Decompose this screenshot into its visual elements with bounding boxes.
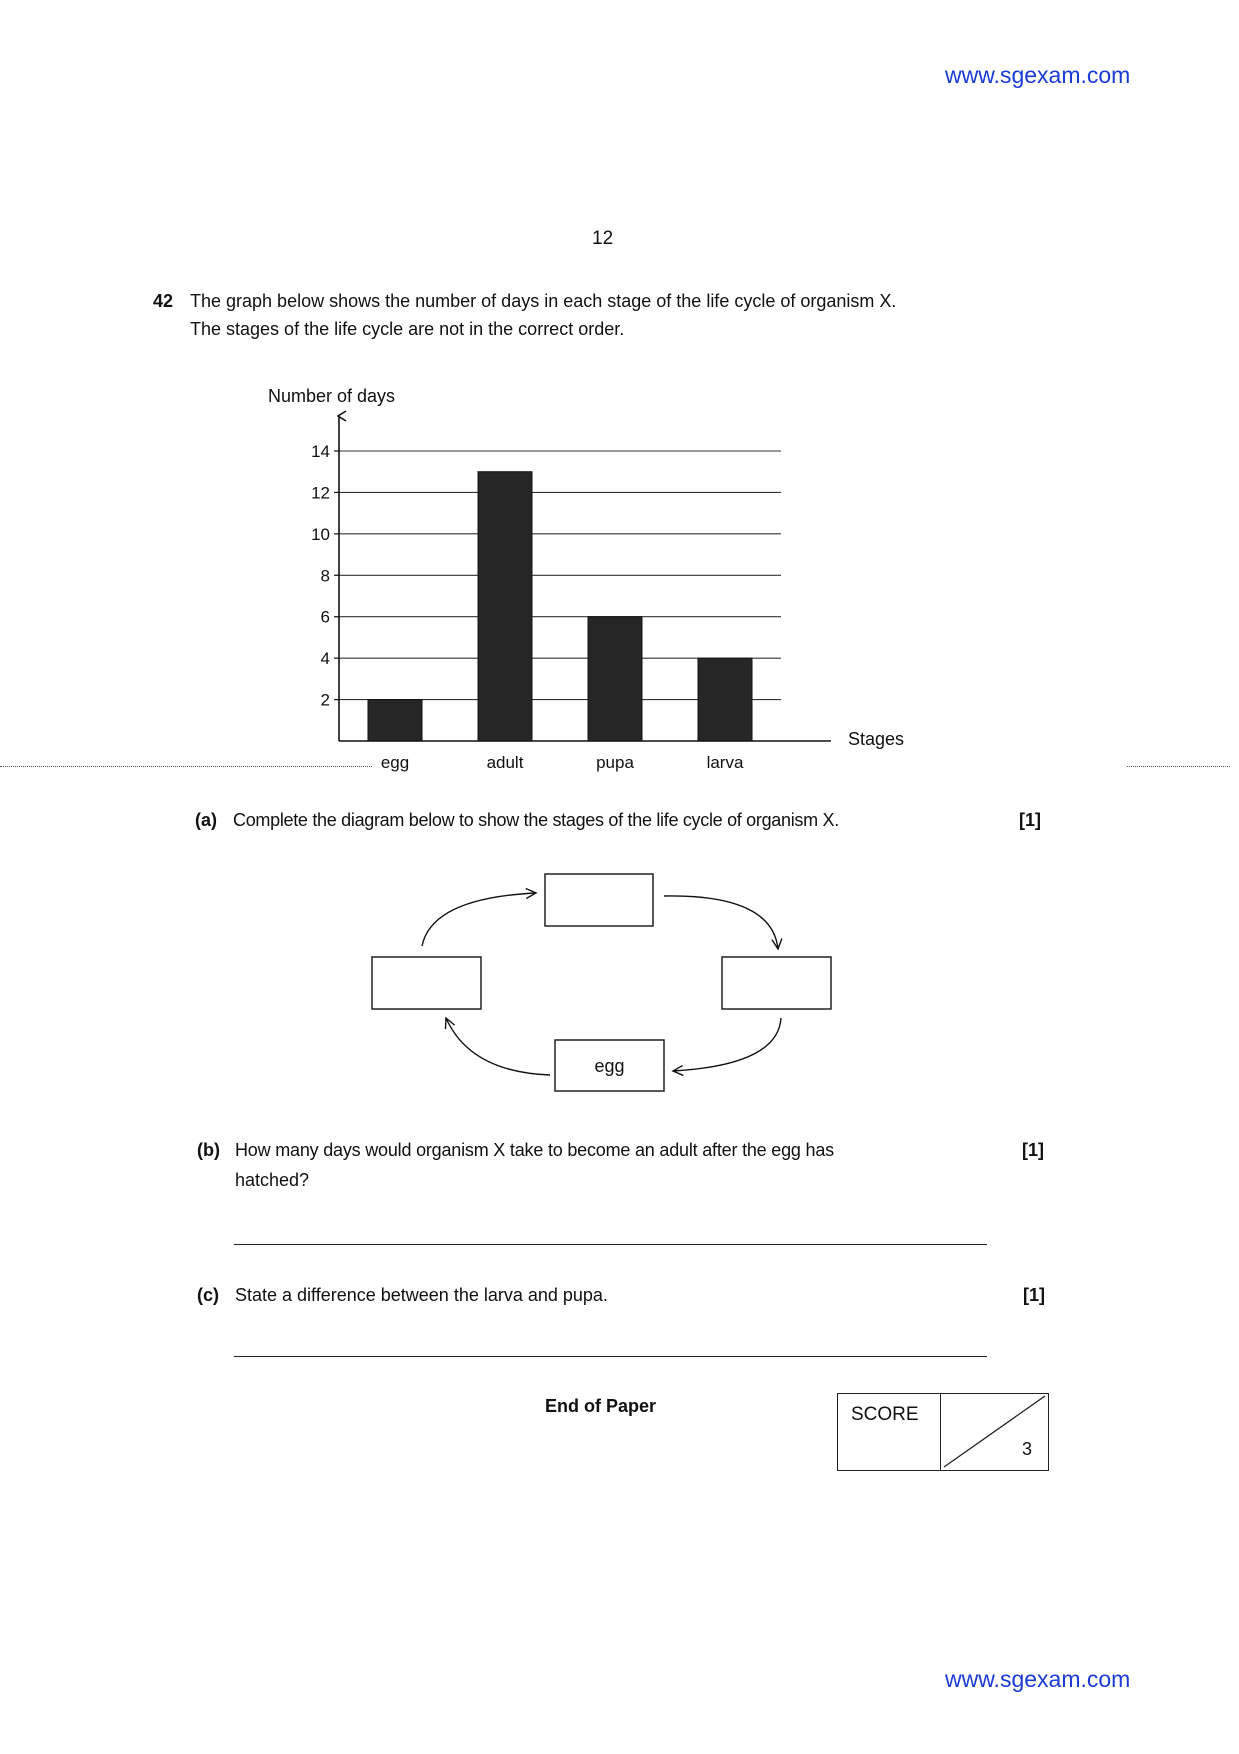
bar-egg	[368, 700, 422, 741]
y-tick-label: 6	[320, 607, 330, 627]
x-category-label: larva	[706, 753, 744, 772]
header-website: www.sgexam.com	[945, 62, 1131, 88]
part-c-marks: [1]	[1023, 1285, 1045, 1305]
scan-dotted-line-left	[0, 766, 372, 767]
y-axis-title: Number of days	[268, 386, 396, 406]
part-b-marks: [1]	[1022, 1140, 1044, 1160]
cycle-arrow-left-to-top	[422, 893, 536, 946]
part-b-answer-line	[234, 1244, 987, 1245]
cycle-box-right	[722, 957, 831, 1009]
cycle-box-bottom-label: egg	[594, 1056, 625, 1076]
part-c-answer-line	[234, 1356, 987, 1357]
bar-adult	[478, 472, 532, 741]
part-a-marks: [1]	[1019, 810, 1041, 830]
x-category-label: pupa	[596, 753, 634, 772]
part-b-text-line-2: hatched?	[235, 1170, 310, 1190]
cycle-arrow-bottom-to-left	[446, 1018, 550, 1075]
footer-website: www.sgexam.com	[945, 1666, 1131, 1692]
question-intro-line-2: The stages of the life cycle are not in the correct order.	[190, 319, 625, 339]
y-tick-label: 14	[311, 442, 330, 461]
y-tick-label: 2	[320, 690, 330, 710]
part-a-text: Complete the diagram below to show the stages of the life cycle of organism X.	[233, 810, 839, 830]
page-number: 12	[592, 228, 614, 249]
end-of-paper: End of Paper	[545, 1396, 657, 1416]
cycle-arrow-top-to-right	[664, 896, 778, 949]
bar-larva	[698, 658, 752, 741]
y-tick-label: 8	[320, 566, 330, 586]
scan-dotted-line-right	[1127, 766, 1230, 767]
bar-chart	[250, 380, 930, 780]
question-number: 42	[153, 291, 174, 311]
x-category-label: egg	[380, 753, 410, 772]
cycle-box-top	[545, 874, 653, 926]
x-axis-title: Stages	[848, 729, 905, 749]
y-tick-label: 10	[311, 524, 330, 544]
score-box	[837, 1393, 1049, 1471]
part-c-text: State a difference between the larva and pupa.	[235, 1285, 608, 1305]
score-divider	[940, 1394, 941, 1470]
bar-pupa	[588, 617, 642, 741]
life-cycle-diagram	[360, 860, 840, 1100]
cycle-arrow-right-to-bottom	[673, 1018, 781, 1071]
y-tick-label: 12	[311, 483, 330, 503]
cycle-box-left	[372, 957, 481, 1009]
score-total: 3	[1022, 1439, 1033, 1459]
part-a-label: (a)	[195, 810, 217, 830]
part-b-text-line-1: How many days would organism X take to become an adult after the egg has	[235, 1140, 834, 1160]
score-label: SCORE	[851, 1404, 919, 1425]
question-intro-line-1: The graph below shows the number of days in each stage of the life cycle of organism X.	[190, 291, 897, 311]
y-tick-label: 4	[320, 649, 330, 669]
x-category-label: adult	[486, 753, 524, 772]
part-c-label: (c)	[197, 1285, 219, 1305]
part-b-label: (b)	[197, 1140, 220, 1160]
